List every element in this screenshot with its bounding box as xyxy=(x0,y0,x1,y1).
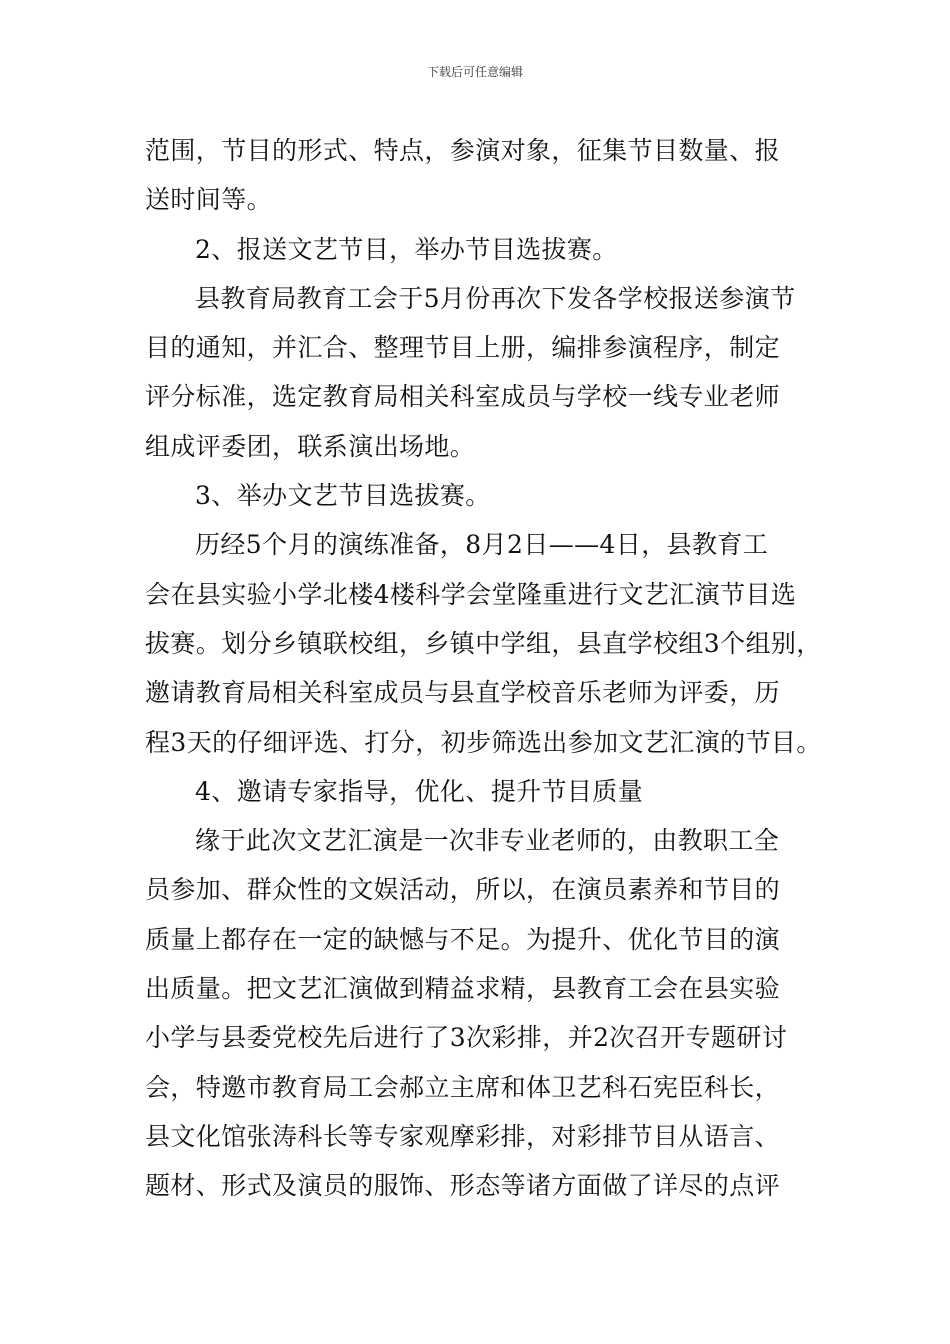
text-line: 历经5个月的演练准备，8月2日——4日，县教育工 xyxy=(195,530,769,560)
section-heading: 2、报送文艺节目，举办节目选拔赛。 xyxy=(195,234,618,264)
text-line: 邀请教育局相关科室成员与县直学校音乐老师为评委，历 xyxy=(145,678,781,708)
text-line: 拔赛。划分乡镇联校组，乡镇中学组，县直学校组3个组别， xyxy=(145,628,822,658)
text-line: 组成评委团，联系演出场地。 xyxy=(145,431,476,461)
text-line: 县教育局教育工会于5月份再次下发各学校报送参演节 xyxy=(195,283,796,313)
text-line: 评分标准，选定教育局相关科室成员与学校一线专业老师 xyxy=(145,382,781,412)
text-line: 员参加、群众性的文娱活动，所以，在演员素养和节目的 xyxy=(145,875,781,905)
text-line: 会在县实验小学北楼4楼科学会堂隆重进行文艺汇演节目选 xyxy=(145,579,797,609)
text-line: 题材、形式及演员的服饰、形态等诸方面做了详尽的点评 xyxy=(145,1171,781,1201)
text-line: 质量上都存在一定的缺憾与不足。为提升、优化节目的演 xyxy=(145,924,781,954)
document-body xyxy=(145,126,825,1211)
text-line: 程3天的仔细评选、打分，初步筛选出参加文艺汇演的节目。 xyxy=(145,727,822,757)
text-line: 县文化馆张涛科长等专家观摩彩排，对彩排节目从语言、 xyxy=(145,1121,781,1151)
text-line: 目的通知，并汇合、整理节目上册，编排参演程序，制定 xyxy=(145,333,781,363)
text-line: 会，特邀市教育局工会郝立主席和体卫艺科石宪臣科长， xyxy=(145,1072,781,1102)
section-heading: 4、邀请专家指导，优化、提升节目质量 xyxy=(195,776,644,806)
text-line: 小学与县委党校先后进行了3次彩排，并2次召开专题研讨 xyxy=(145,1023,788,1053)
text-line: 范围，节目的形式、特点，参演对象，征集节目数量、报 xyxy=(145,136,781,165)
text-line: 出质量。把文艺汇演做到精益求精，县教育工会在县实验 xyxy=(145,974,781,1004)
section-heading: 3、举办文艺节目选拔赛。 xyxy=(195,481,491,511)
page-header: 下载后可任意编辑 xyxy=(426,65,523,79)
text-line: 送时间等。 xyxy=(145,185,273,215)
text-line: 缘于此次文艺汇演是一次非专业老师的，由教职工全 xyxy=(195,826,780,856)
